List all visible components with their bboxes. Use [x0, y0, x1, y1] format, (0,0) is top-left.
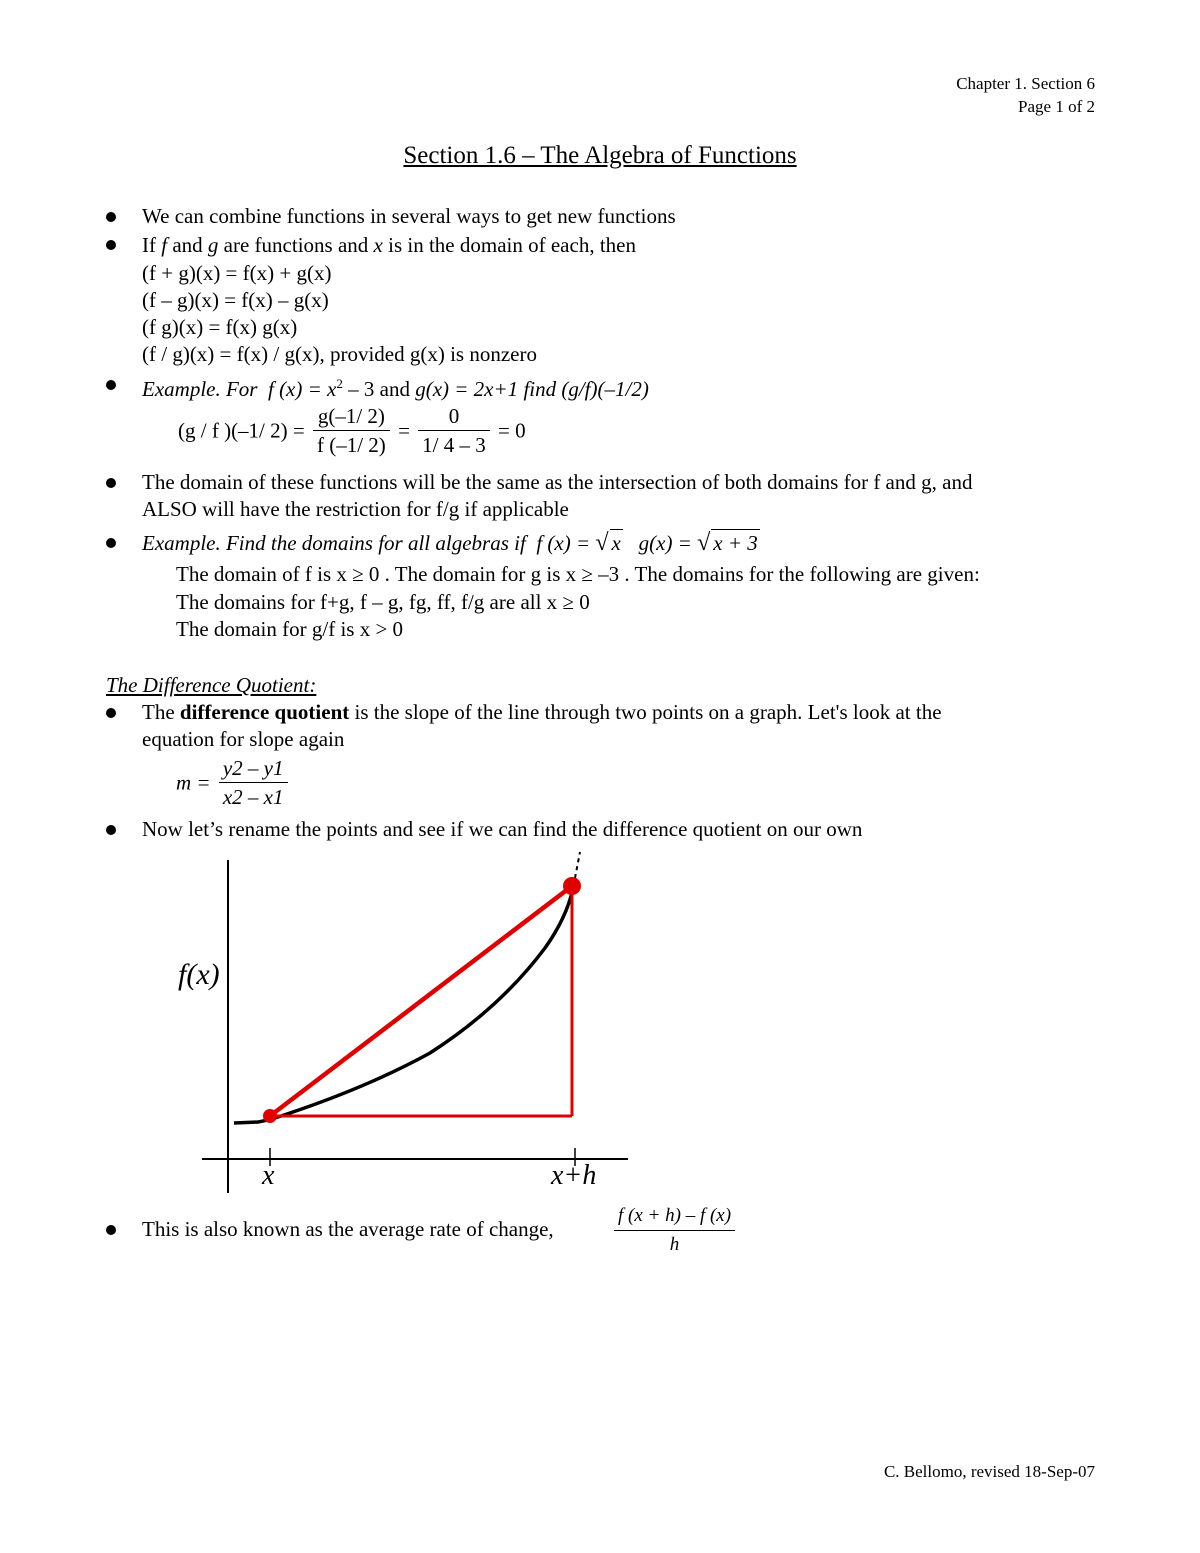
def-sum: (f + g)(x) = f(x) + g(x) — [142, 261, 332, 285]
header-chapter: Chapter 1. Section 6 — [956, 74, 1095, 93]
secant-graph — [170, 848, 640, 1198]
point-x — [263, 1109, 277, 1123]
domain-intersection-line2: ALSO will have the restriction for f/g if applicable — [142, 497, 569, 521]
domain-intersection-line1: The domain of these functions will be the same as the intersection of both domains for f and g, and — [142, 470, 973, 494]
rename-points-text: Now let’s rename the points and see if we can find the difference quotient on our own — [142, 817, 863, 841]
header-page: Page 1 of 2 — [1018, 97, 1095, 116]
def-difference: (f – g)(x) = f(x) – g(x) — [142, 288, 329, 312]
bullet-dot — [106, 240, 116, 250]
dq-definition-line2: equation for slope again — [142, 727, 345, 751]
average-rate-formula: $\frac{f (x + h) - f (x)}{h}$ — [614, 1204, 735, 1257]
bullet-dot — [106, 478, 116, 488]
y-axis-label: f(x) — [178, 958, 220, 991]
domain-algebras: The domains for f+g, f – g, fg, ff, f/g are all x ≥ 0 — [176, 590, 590, 614]
def-quotient: (f / g)(x) = f(x) / g(x), provided g(x) is nonzero — [142, 342, 537, 366]
bullet-dot — [106, 538, 116, 548]
page-title: Section 1.6 – The Algebra of Functions — [403, 142, 797, 169]
footer-author: C. Bellomo, revised 18-Sep-07 — [883, 1462, 1095, 1481]
average-rate-text: This is also known as the average rate of change, — [142, 1217, 554, 1241]
bullet-dot — [106, 380, 116, 390]
example1-statement: Example. For f $(x) = x^2 - 3$ and g(x) = 2x+1 find (g/f)(–1/2) — [142, 376, 649, 401]
bullet-dot — [106, 1225, 116, 1235]
dq-heading: The Difference Quotient: — [106, 673, 317, 697]
bullet-dot — [106, 825, 116, 835]
dq-definition-line1: The difference quotient is the slope of the line through two points on a graph. Let's look at the — [142, 700, 942, 724]
example2-statement: Example. Find the domains for all algebras if f (x) = √ x g(x) = √ x + 3 — [142, 530, 758, 556]
domain-g-over-f: The domain for g/f is x > 0 — [176, 617, 404, 641]
slope-formula: m = $\frac{y2 - y1}{x2 - x1}$ — [176, 756, 291, 809]
point-x-plus-h — [563, 877, 581, 895]
x-tick-label-x: x — [262, 1160, 275, 1191]
bullet-dot — [106, 212, 116, 222]
curve-continuation — [575, 852, 580, 878]
domain-f-and-g: The domain of f is x ≥ 0 . The domain for g is x ≥ –3 . The domains for the following are given: — [176, 562, 980, 586]
bullet-dot — [106, 708, 116, 718]
def-product: (f g)(x) = f(x) g(x) — [142, 315, 298, 339]
x-tick-label-x-plus-h: x+h — [551, 1160, 597, 1191]
function-curve — [234, 878, 575, 1123]
bullet-if-functions: If f and g are functions and x is in the domain of each, then — [142, 233, 636, 257]
bullet-combine: We can combine functions in several ways to get new functions — [142, 204, 676, 228]
example1-solution: (g / f )(–1/ 2) = $\frac{g(-1/ 2)}{f (-1/ 2)}$ = $\frac{0}{1/ 4 - 3}$ = 0 — [178, 404, 526, 457]
secant-line — [270, 886, 572, 1116]
